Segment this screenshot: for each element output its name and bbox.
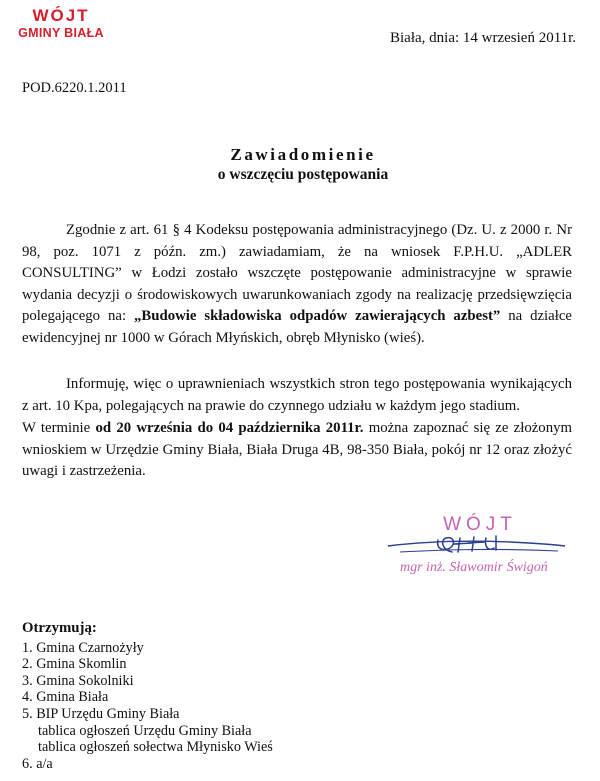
list-sub-item: tablica ogłoszeń sołectwa Młynisko Wieś bbox=[38, 739, 273, 756]
case-reference: POD.6220.1.2011 bbox=[22, 80, 127, 96]
paragraph-deadline-intro: W terminie bbox=[22, 420, 96, 436]
paragraph-notice-location: na działce ewidencyjnej nr 1000 w Górach Młyńskich, obręb Młynisko (wieś). bbox=[22, 308, 572, 346]
paragraph-deadline-details: można zapoznać się ze złożonym wnioskiem w Urzędzie Gminy Biała, Biała Druga 4B, 98-350 Biała, pokój nr 12 oraz złożyć uwagi i zastrzeżenia. bbox=[22, 420, 572, 480]
recipients-list bbox=[22, 620, 273, 772]
office-stamp bbox=[6, 6, 116, 40]
stamp-subtitle: GMINY BIAŁA bbox=[18, 25, 104, 40]
paragraph-notice-text: Zgodnie z art. 61 § 4 Kodeksu postępowania administracyjnego (Dz. U. z 2000 r. Nr 98, poz. 1071 z późn. zm.) zawiadamiam, że na wniosek F.P.H.U. „ADLER CONSULTING” w Łodzi zostało wszczęte postępowanie administracyjne w sprawie wydania decyzji o środowiskowych uwarunkowaniach zgody na realizację przedsięwzięcia polegającego na: bbox=[22, 222, 572, 325]
recipients-heading: Otrzymują: bbox=[22, 620, 97, 636]
paragraph-deadline bbox=[22, 418, 572, 483]
list-sub-item: tablica ogłoszeń Urzędu Gminy Biała bbox=[38, 722, 252, 739]
list-item: 1. Gmina Czarnożyły bbox=[22, 639, 144, 656]
list-item: 6. a/a bbox=[22, 755, 53, 772]
list-item: 2. Gmina Skomlin bbox=[22, 656, 127, 673]
document-title: Zawiadomienie bbox=[230, 145, 376, 164]
paragraph-notice bbox=[22, 220, 572, 350]
paragraph-rights: Informuję, więc o uprawnieniach wszystkich stron tego postępowania wynikających z art. 10 Kpa, polegających na prawie do czynnego udziału w każdym jego stadium. bbox=[22, 376, 572, 414]
stamp-title: WÓJT bbox=[32, 6, 90, 25]
document-subtitle: o wszczęciu postępowania bbox=[217, 165, 389, 183]
place-date: Biała, dnia: 14 wrzesień 2011r. bbox=[390, 30, 577, 46]
list-item: 3. Gmina Sokolniki bbox=[22, 672, 134, 689]
list-item: 4. Gmina Biała bbox=[22, 689, 109, 706]
list-item: 5. BIP Urzędu Gminy Biała bbox=[22, 705, 180, 722]
document-title-block bbox=[0, 145, 600, 185]
signature-stamp-title: WÓJT bbox=[443, 514, 517, 535]
signatory-name: mgr inż. Sławomir Świgoń bbox=[400, 560, 548, 575]
project-name: „Budowie składowiska odpadów zawierających azbest” bbox=[133, 308, 501, 325]
signature-block bbox=[380, 512, 580, 584]
deadline-dates: od 20 września do 04 października 2011r. bbox=[95, 420, 364, 436]
handwritten-signature bbox=[380, 526, 580, 562]
